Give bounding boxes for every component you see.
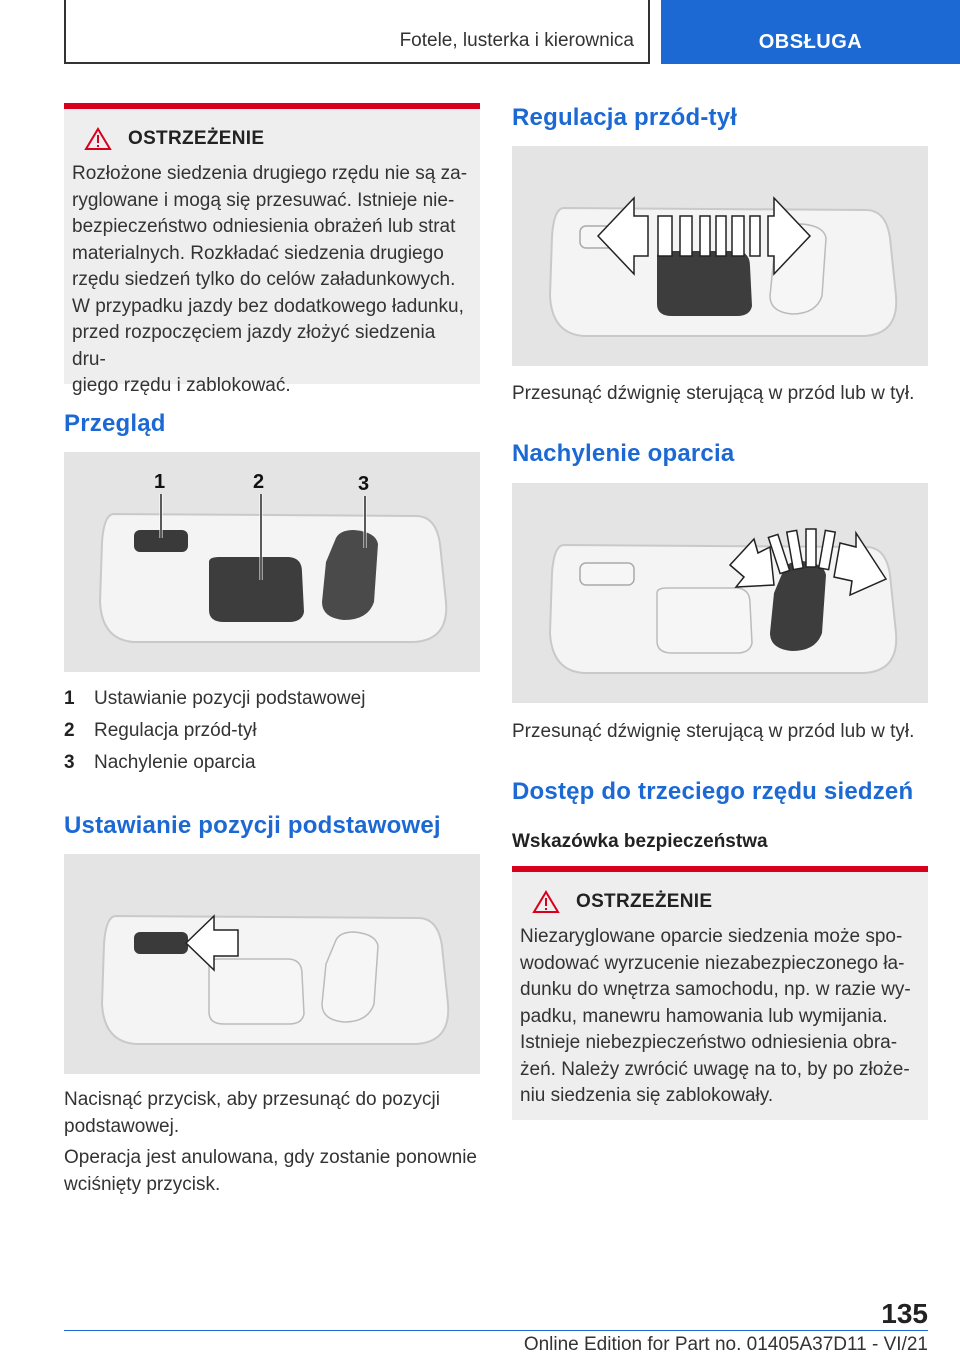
figure-label-3: 3 xyxy=(358,473,370,495)
edition-info: Online Edition for Part no. 01405A37D11 - VI/21 xyxy=(523,1334,928,1355)
list-number: 1 xyxy=(64,688,75,709)
basic-position-heading: Ustawianie pozycji podstawowej xyxy=(64,812,441,839)
warning-triangle-icon xyxy=(532,890,560,914)
warning-box-left xyxy=(64,103,480,396)
list-number: 2 xyxy=(64,720,75,741)
backrest-figure xyxy=(512,483,928,703)
figure-label-1: 1 xyxy=(154,471,166,493)
third-row-heading: Dostęp do trzeciego rzędu siedzeń xyxy=(512,778,914,805)
fore-aft-text: Przesunąć dźwignię sterującą w przód lub w tył. xyxy=(512,383,915,404)
basic-position-figure xyxy=(64,854,480,1074)
list-item xyxy=(64,688,365,710)
basic-position-illustration xyxy=(64,854,480,1074)
seat-control-overview-illustration xyxy=(64,452,480,672)
list-item xyxy=(64,720,257,742)
section-badge[interactable]: OBSŁUGA xyxy=(661,0,960,64)
warning-box-right xyxy=(512,866,928,1120)
warning-text: Niezaryglowane oparcie siedzenia może spo- wodować wyrzucenie niezabezpieczonego ła- dunku do wnętrza samochodu, np. w razie wy- padku, manewru hamowania lub wymijania. Istnieje niebezpieczeństwo odniesienia obra- żeń. Należy zwrócić uwagę na to, by po złoże- niu siedzenia się zablokowały. xyxy=(520,926,911,1106)
chapter-tab xyxy=(64,0,650,64)
list-text: Ustawianie pozycji podstawowej xyxy=(94,688,366,709)
footer-divider xyxy=(64,1330,928,1331)
list-number: 3 xyxy=(64,752,75,773)
fore-aft-figure xyxy=(512,146,928,366)
warning-title: OSTRZEŻENIE xyxy=(576,891,713,912)
warning-title: OSTRZEŻENIE xyxy=(128,128,265,149)
safety-subheading: Wskazówka bezpieczeństwa xyxy=(512,831,768,852)
warning-text: Rozłożone siedzenia drugiego rzędu nie są za- ryglowane i mogą się przesuwać. Istnieje nie- bezpieczeństwo odniesienia obrażeń lub strat materialnych. Rozkładać siedzenia drugiego rzędu siedzeń tylko do celów załadunkowych. W przypadku jazdy bez dodatkowego ładunku, przed rozpoczęciem jazdy złożyć siedzenia dru- giego rzędu i zablokować. xyxy=(72,163,468,396)
page-header xyxy=(0,0,960,66)
backrest-text: Przesunąć dźwignię sterującą w przód lub w tył. xyxy=(512,721,915,742)
overview-heading: Przegląd xyxy=(64,410,166,437)
backrest-heading: Nachylenie oparcia xyxy=(512,440,735,467)
backrest-illustration xyxy=(512,483,928,703)
list-item xyxy=(64,752,256,774)
list-text: Nachylenie oparcia xyxy=(94,752,256,773)
fore-aft-illustration xyxy=(512,146,928,366)
basic-position-text-1: Nacisnąć przycisk, aby przesunąć do pozycji podstawowej. xyxy=(64,1089,440,1137)
page-number: 135 xyxy=(881,1298,928,1329)
warning-header xyxy=(532,890,920,914)
figure-label-2: 2 xyxy=(253,471,265,493)
basic-position-text-2: Operacja jest anulowana, gdy zostanie ponownie wciśnięty przycisk. xyxy=(64,1147,477,1195)
list-text: Regulacja przód-tył xyxy=(94,720,257,741)
warning-header xyxy=(84,127,472,151)
warning-triangle-icon xyxy=(84,127,112,151)
chapter-title: Fotele, lusterka i kierownica xyxy=(399,30,634,51)
fore-aft-heading: Regulacja przód-tył xyxy=(512,104,738,131)
overview-figure xyxy=(64,452,480,672)
